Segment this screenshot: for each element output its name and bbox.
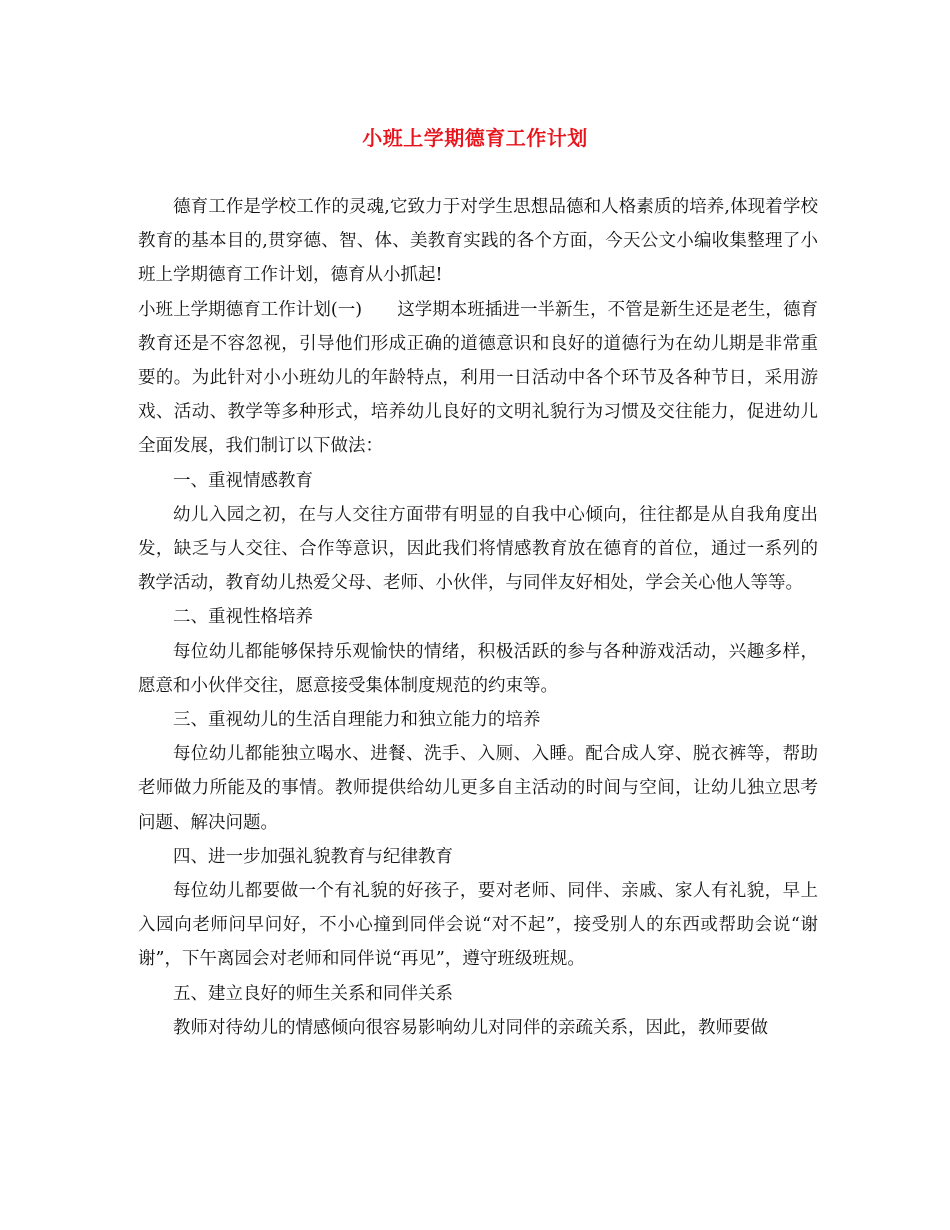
heading-emotional-education: 一、重视情感教育 <box>173 470 313 491</box>
paragraph-personality: 每位幼儿都能够保持乐观愉快的情绪，积极活跃的参与各种游戏活动，兴趣多样，愿意和小伙伴交往，愿意接受集体制度规范的约束等。 <box>138 641 818 696</box>
paragraph-relationships: 教师对待幼儿的情感倾向很容易影响幼儿对同伴的亲疏关系，因此，教师要做 <box>173 1017 768 1038</box>
document-title: 小班上学期德育工作计划 <box>362 126 588 150</box>
document-body <box>138 190 818 1045</box>
heading-self-care: 三、重视幼儿的生活自理能力和独立能力的培养 <box>173 710 541 731</box>
paragraph-self-care: 每位幼儿都能独立喝水、进餐、洗手、入厕、入睡。配合成人穿、脱衣裤等，帮助老师做力所能及的事情。教师提供给幼儿更多自主活动的时间与空间，让幼儿独立思考问题、解决问题。 <box>138 744 818 833</box>
heading-personality: 二、重视性格培养 <box>173 607 313 628</box>
paragraph-manners: 每位幼儿都要做一个有礼貌的好孩子，要对老师、同伴、亲戚、家人有礼貌，早上入园向老师问早问好，不小心撞到同伴会说“对不起”，接受别人的东西或帮助会说“谢谢”，下午离园会对老师和同伴说“再见”，遵守班级班规。 <box>138 881 818 970</box>
heading-relationships: 五、建立良好的师生关系和同伴关系 <box>173 983 453 1004</box>
paragraph-plan-one: 小班上学期德育工作计划(一) 这学期本班插进一半新生，不管是新生还是老生，德育教育还是不容忽视，引导他们形成正确的道德意识和良好的道德行为在幼儿期是非常重要的。为此针对小小班幼儿的年龄特点，利用一日活动中各个环节及各种节日，采用游戏、活动、教学等多种形式，培养幼儿良好的文明礼貌行为习惯及交往能力，促进幼儿全面发展，我们制订以下做法： <box>138 299 818 457</box>
paragraph-emotional-education: 幼儿入园之初，在与人交往方面带有明显的自我中心倾向，往往都是从自我角度出发，缺乏与人交往、合作等意识，因此我们将情感教育放在德育的首位，通过一系列的教学活动，教育幼儿热爱父母、老师、小伙伴，与同伴友好相处，学会关心他人等等。 <box>138 504 818 594</box>
paragraph-intro: 德育工作是学校工作的灵魂,它致力于对学生思想品德和人格素质的培养,体现着学校教育的基本目的,贯穿德、智、体、美教育实践的各个方面，今天公文小编收集整理了小班上学期德育工作计划，德育从小抓起! <box>138 197 818 286</box>
heading-manners: 四、进一步加强礼貌教育与纪律教育 <box>173 846 453 867</box>
